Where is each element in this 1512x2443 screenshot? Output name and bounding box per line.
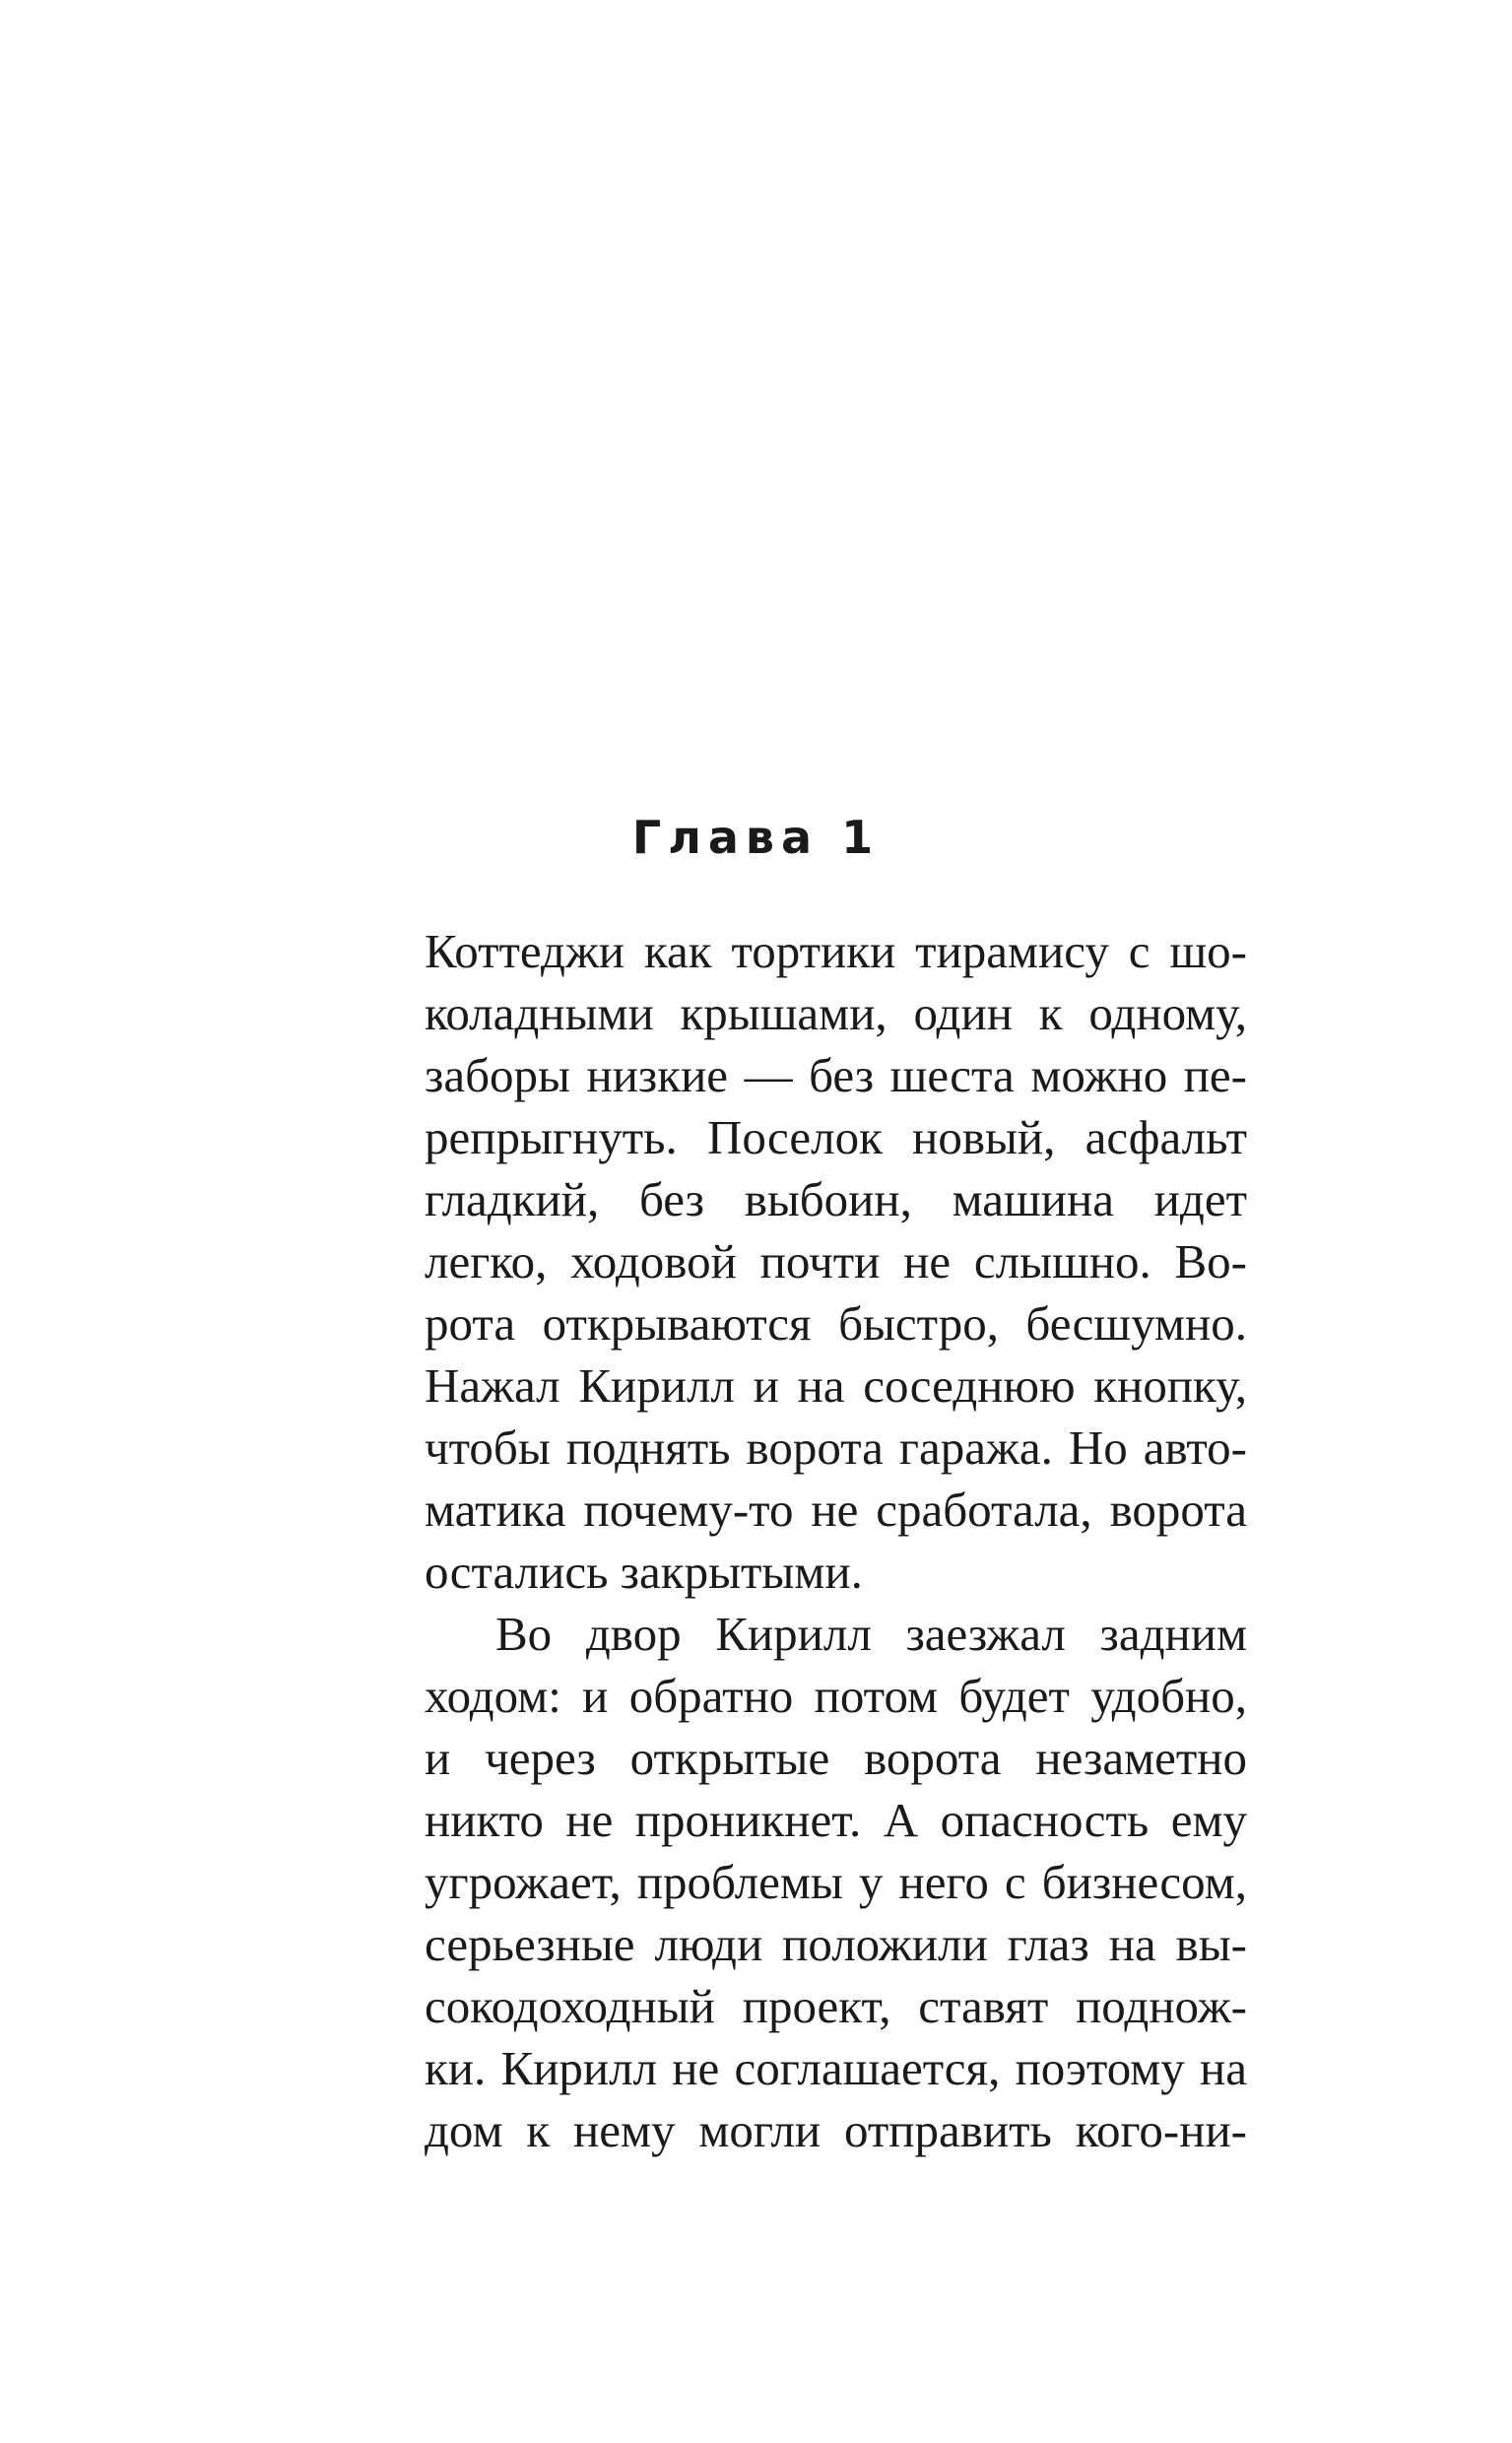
text-line: репрыгнуть. Поселок новый, асфальт	[425, 1110, 1247, 1164]
text-line: коладными крышами, один к одному,	[425, 986, 1247, 1040]
text-line: заборы низкие — без шеста можно пе-	[425, 1048, 1247, 1102]
paragraph-2	[425, 1603, 1247, 2161]
text-line: Во двор Кирилл заезжал задним	[495, 1607, 1247, 1661]
text-line: серьезные люди положили глаз на вы-	[425, 1917, 1247, 1971]
paragraph-1	[425, 920, 1247, 1603]
text-line: остались закрытыми.	[425, 1545, 863, 1599]
text-line: ходом: и обратно потом будет удобно,	[425, 1669, 1247, 1723]
text-line: дом к нему могли отправить кого-ни-	[425, 2103, 1247, 2157]
text-line: угрожает, проблемы у него с бизнесом,	[425, 1855, 1247, 1909]
text-line: Коттеджи как тортики тирамису с шо-	[425, 924, 1247, 978]
chapter-body	[425, 920, 1247, 2161]
text-line: и через открытые ворота незаметно	[425, 1731, 1247, 1785]
text-line: ки. Кирилл не соглашается, поэтому на	[425, 2041, 1247, 2095]
text-line: чтобы поднять ворота гаража. Но авто-	[425, 1420, 1247, 1475]
text-line: никто не проникнет. А опасность ему	[425, 1793, 1247, 1847]
text-line: сокодоходный проект, ставят поднож-	[425, 1979, 1247, 2033]
text-line: Нажал Кирилл и на соседнюю кнопку,	[425, 1358, 1247, 1413]
chapter-title: Глава 1	[631, 811, 881, 864]
text-line: матика почему-то не сработала, ворота	[425, 1483, 1247, 1537]
text-line: гладкий, без выбоин, машина идет	[425, 1172, 1247, 1226]
text-line: легко, ходовой почти не слышно. Во-	[425, 1234, 1247, 1288]
text-line: рота открываются быстро, бесшумно.	[425, 1296, 1247, 1351]
